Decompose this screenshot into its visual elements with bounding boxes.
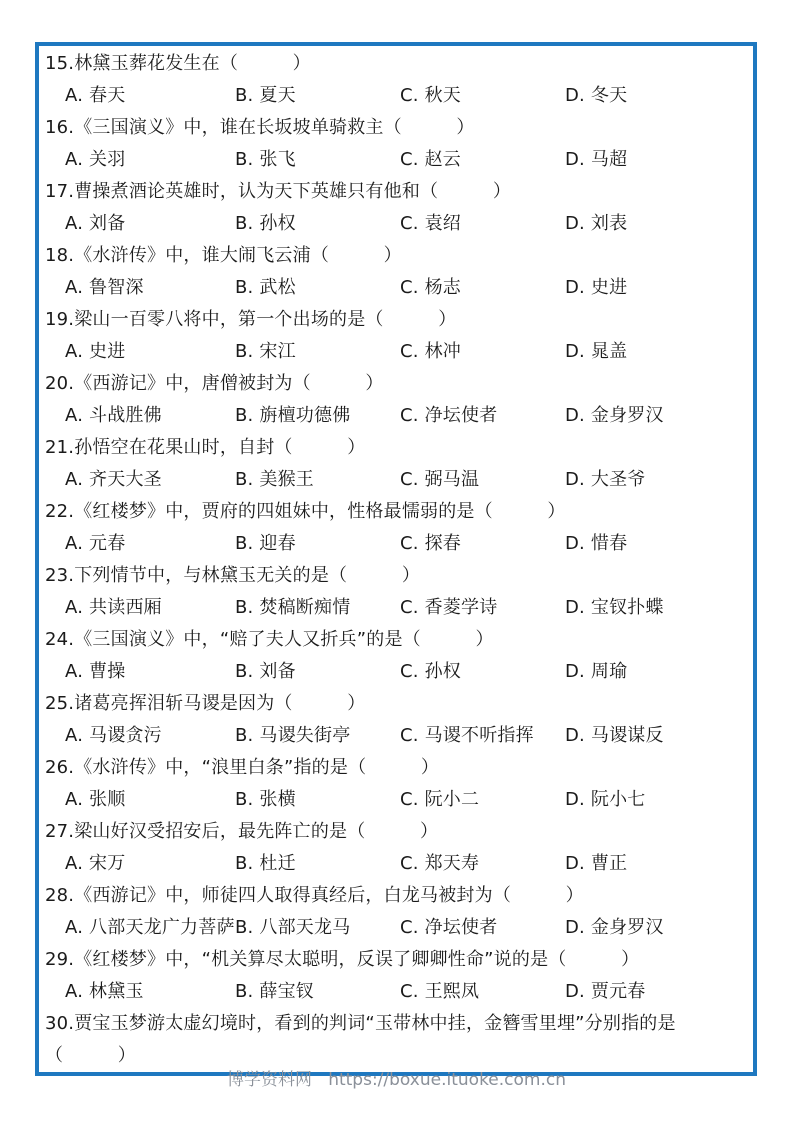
question-block	[45, 48, 747, 112]
question-block	[45, 304, 747, 368]
question-text: 19.梁山一百零八将中，第一个出场的是（ ）	[45, 309, 457, 330]
option-c: C. 净坛使者	[400, 405, 498, 426]
option-a: A. 刘备	[65, 213, 126, 234]
question-text: 30.贾宝玉梦游太虚幻境时，看到的判词“玉带林中挂，金簪雪里埋”分别指的是 （ ）	[45, 1013, 676, 1066]
option-c: C. 阮小二	[400, 789, 480, 810]
option-c: C. 净坛使者	[400, 917, 498, 938]
option-b: B. 杜迁	[235, 853, 296, 874]
option-d: D. 大圣爷	[565, 469, 646, 490]
option-a: A. 史进	[65, 341, 126, 362]
option-d: D. 宝钗扑蝶	[565, 597, 664, 618]
option-c: C. 马谡不听指挥	[400, 725, 534, 746]
question-block	[45, 1008, 747, 1072]
question-text: 29.《红楼梦》中，“机关算尽太聪明，反误了卿卿性命”说的是（ ）	[45, 949, 640, 970]
question-text: 15.林黛玉葬花发生在（ ）	[45, 53, 311, 74]
option-c: C. 袁绍	[400, 213, 462, 234]
option-b: B. 刘备	[235, 661, 296, 682]
option-b: B. 夏天	[235, 85, 296, 106]
option-b: B. 美猴王	[235, 469, 314, 490]
footer-url-link[interactable]: https://boxue.ituoke.com.cn	[328, 1070, 567, 1090]
option-d: D. 金身罗汉	[565, 917, 664, 938]
question-options	[45, 528, 747, 560]
question-text: 26.《水浒传》中，“浪里白条”指的是（ ）	[45, 757, 440, 778]
question-block	[45, 816, 747, 880]
option-a: A. 张顺	[65, 789, 126, 810]
question-text: 16.《三国演义》中，谁在长坂坡单骑救主（ ）	[45, 117, 475, 138]
option-d: D. 马谡谋反	[565, 725, 664, 746]
option-c: C. 弼马温	[400, 469, 480, 490]
question-block	[45, 880, 747, 944]
question-options	[45, 144, 747, 176]
option-a: A. 齐天大圣	[65, 469, 162, 490]
option-b: B. 八部天龙马	[235, 917, 351, 938]
option-d: D. 周瑜	[565, 661, 628, 682]
question-options	[45, 912, 747, 944]
option-a: A. 斗战胜佛	[65, 405, 162, 426]
option-c: C. 香菱学诗	[400, 597, 498, 618]
option-c: C. 林冲	[400, 341, 462, 362]
option-c: C. 王熙凤	[400, 981, 480, 1002]
option-b: B. 焚稿断痴情	[235, 597, 351, 618]
option-a: A. 春天	[65, 85, 126, 106]
question-text: 17.曹操煮酒论英雄时，认为天下英雄只有他和（ ）	[45, 181, 512, 202]
option-c: C. 杨志	[400, 277, 462, 298]
question-text: 27.梁山好汉受招安后，最先阵亡的是（ ）	[45, 821, 439, 842]
option-d: D. 曹正	[565, 853, 628, 874]
question-block	[45, 752, 747, 816]
option-a: A. 鲁智深	[65, 277, 144, 298]
option-b: B. 宋江	[235, 341, 296, 362]
question-block	[45, 688, 747, 752]
option-d: D. 冬天	[565, 85, 628, 106]
question-text: 22.《红楼梦》中，贾府的四姐妹中，性格最懦弱的是（ ）	[45, 501, 566, 522]
question-text: 21.孙悟空在花果山时，自封（ ）	[45, 437, 366, 458]
footer-site-name: 博学资料网	[226, 1070, 312, 1090]
option-d: D. 刘表	[565, 213, 628, 234]
option-c: C. 郑天寿	[400, 853, 480, 874]
question-text: 28.《西游记》中，师徒四人取得真经后，白龙马被封为（ ）	[45, 885, 584, 906]
question-text: 18.《水浒传》中，谁大闹飞云浦（ ）	[45, 245, 402, 266]
option-c: C. 秋天	[400, 85, 462, 106]
question-block	[45, 560, 747, 624]
option-b: B. 张飞	[235, 149, 296, 170]
option-a: A. 共读西厢	[65, 597, 162, 618]
question-block	[45, 496, 747, 560]
option-d: D. 贾元春	[565, 981, 646, 1002]
question-options	[45, 208, 747, 240]
option-b: B. 武松	[235, 277, 296, 298]
option-c: C. 赵云	[400, 149, 462, 170]
question-block	[45, 240, 747, 304]
question-block	[45, 368, 747, 432]
option-a: A. 林黛玉	[65, 981, 144, 1002]
option-b: B. 旃檀功德佛	[235, 405, 351, 426]
option-a: A. 关羽	[65, 149, 126, 170]
option-a: A. 八部天龙广力菩萨	[65, 917, 235, 938]
option-b: B. 薛宝钗	[235, 981, 314, 1002]
option-d: D. 惜春	[565, 533, 628, 554]
option-b: B. 马谡失街亭	[235, 725, 351, 746]
question-sheet	[35, 42, 757, 1076]
option-d: D. 马超	[565, 149, 628, 170]
question-list	[45, 48, 747, 1072]
question-options	[45, 272, 747, 304]
option-b: B. 迎春	[235, 533, 296, 554]
question-block	[45, 624, 747, 688]
question-options	[45, 400, 747, 432]
option-b: B. 孙权	[235, 213, 296, 234]
question-options	[45, 656, 747, 688]
question-options	[45, 976, 747, 1008]
question-options	[45, 592, 747, 624]
option-d: D. 晁盖	[565, 341, 628, 362]
option-d: D. 阮小七	[565, 789, 646, 810]
option-d: D. 金身罗汉	[565, 405, 664, 426]
question-options	[45, 784, 747, 816]
question-options	[45, 464, 747, 496]
question-text: 23.下列情节中，与林黛玉无关的是（ ）	[45, 565, 421, 586]
question-options	[45, 80, 747, 112]
footer-separator	[317, 1070, 322, 1090]
option-b: B. 张横	[235, 789, 296, 810]
option-c: C. 探春	[400, 533, 462, 554]
question-block	[45, 176, 747, 240]
question-block	[45, 112, 747, 176]
question-options	[45, 848, 747, 880]
option-a: A. 元春	[65, 533, 126, 554]
option-d: D. 史进	[565, 277, 628, 298]
question-text: 24.《三国演义》中，“赔了夫人又折兵”的是（ ）	[45, 629, 494, 650]
question-text: 20.《西游记》中，唐僧被封为（ ）	[45, 373, 384, 394]
question-options	[45, 720, 747, 752]
question-text: 25.诸葛亮挥泪斩马谡是因为（ ）	[45, 693, 366, 714]
question-options	[45, 336, 747, 368]
option-a: A. 马谡贪污	[65, 725, 162, 746]
option-a: A. 曹操	[65, 661, 126, 682]
footer-watermark	[0, 1068, 793, 1092]
option-a: A. 宋万	[65, 853, 126, 874]
option-c: C. 孙权	[400, 661, 462, 682]
question-block	[45, 432, 747, 496]
question-block	[45, 944, 747, 1008]
